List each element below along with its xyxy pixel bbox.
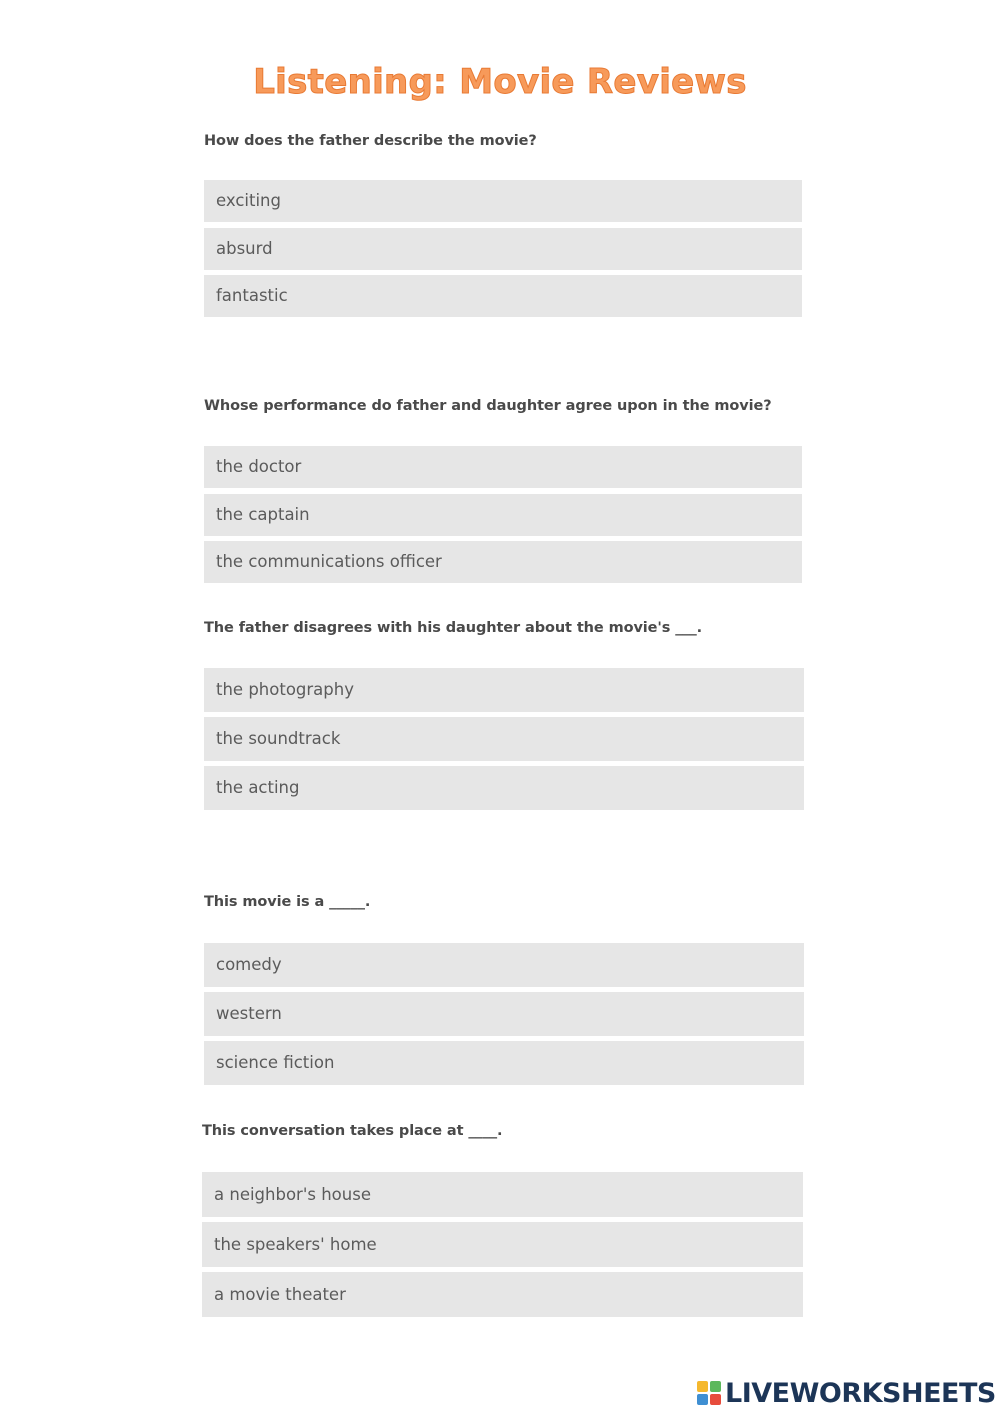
question-1-option-3[interactable]: fantastic [204, 275, 802, 317]
question-2-option-1[interactable]: the doctor [204, 446, 802, 488]
question-1-option-2[interactable]: absurd [204, 228, 802, 270]
question-2-option-2[interactable]: the captain [204, 494, 802, 536]
question-1-option-1[interactable]: exciting [204, 180, 802, 222]
logo-text: LIVEWORKSHEETS [725, 1377, 996, 1409]
logo-grid-icon [697, 1381, 721, 1405]
question-5-option-2[interactable]: the speakers' home [202, 1222, 803, 1267]
question-2-text: Whose performance do father and daughter agree upon in the movie? [204, 398, 772, 414]
question-4-option-3[interactable]: science fiction [204, 1041, 804, 1085]
page-title: Listening: Movie Reviews [253, 62, 747, 102]
logo-square-3 [697, 1394, 708, 1405]
question-5-option-3[interactable]: a movie theater [202, 1272, 803, 1317]
question-3-option-3[interactable]: the acting [204, 766, 804, 810]
question-3-option-1[interactable]: the photography [204, 668, 804, 712]
liveworksheets-logo [697, 1378, 996, 1408]
question-5-option-1[interactable]: a neighbor's house [202, 1172, 803, 1217]
question-3-text: The father disagrees with his daughter about the movie's ___. [204, 620, 703, 636]
question-5-text: This conversation takes place at ____. [202, 1123, 503, 1139]
question-3-option-2[interactable]: the soundtrack [204, 717, 804, 761]
question-1-text: How does the father describe the movie? [204, 133, 537, 149]
logo-square-2 [710, 1381, 721, 1392]
question-4-option-1[interactable]: comedy [204, 943, 804, 987]
logo-square-1 [697, 1381, 708, 1392]
question-4-text: This movie is a _____. [204, 894, 371, 910]
question-2-option-3[interactable]: the communications officer [204, 541, 802, 583]
logo-square-4 [710, 1394, 721, 1405]
question-4-option-2[interactable]: western [204, 992, 804, 1036]
